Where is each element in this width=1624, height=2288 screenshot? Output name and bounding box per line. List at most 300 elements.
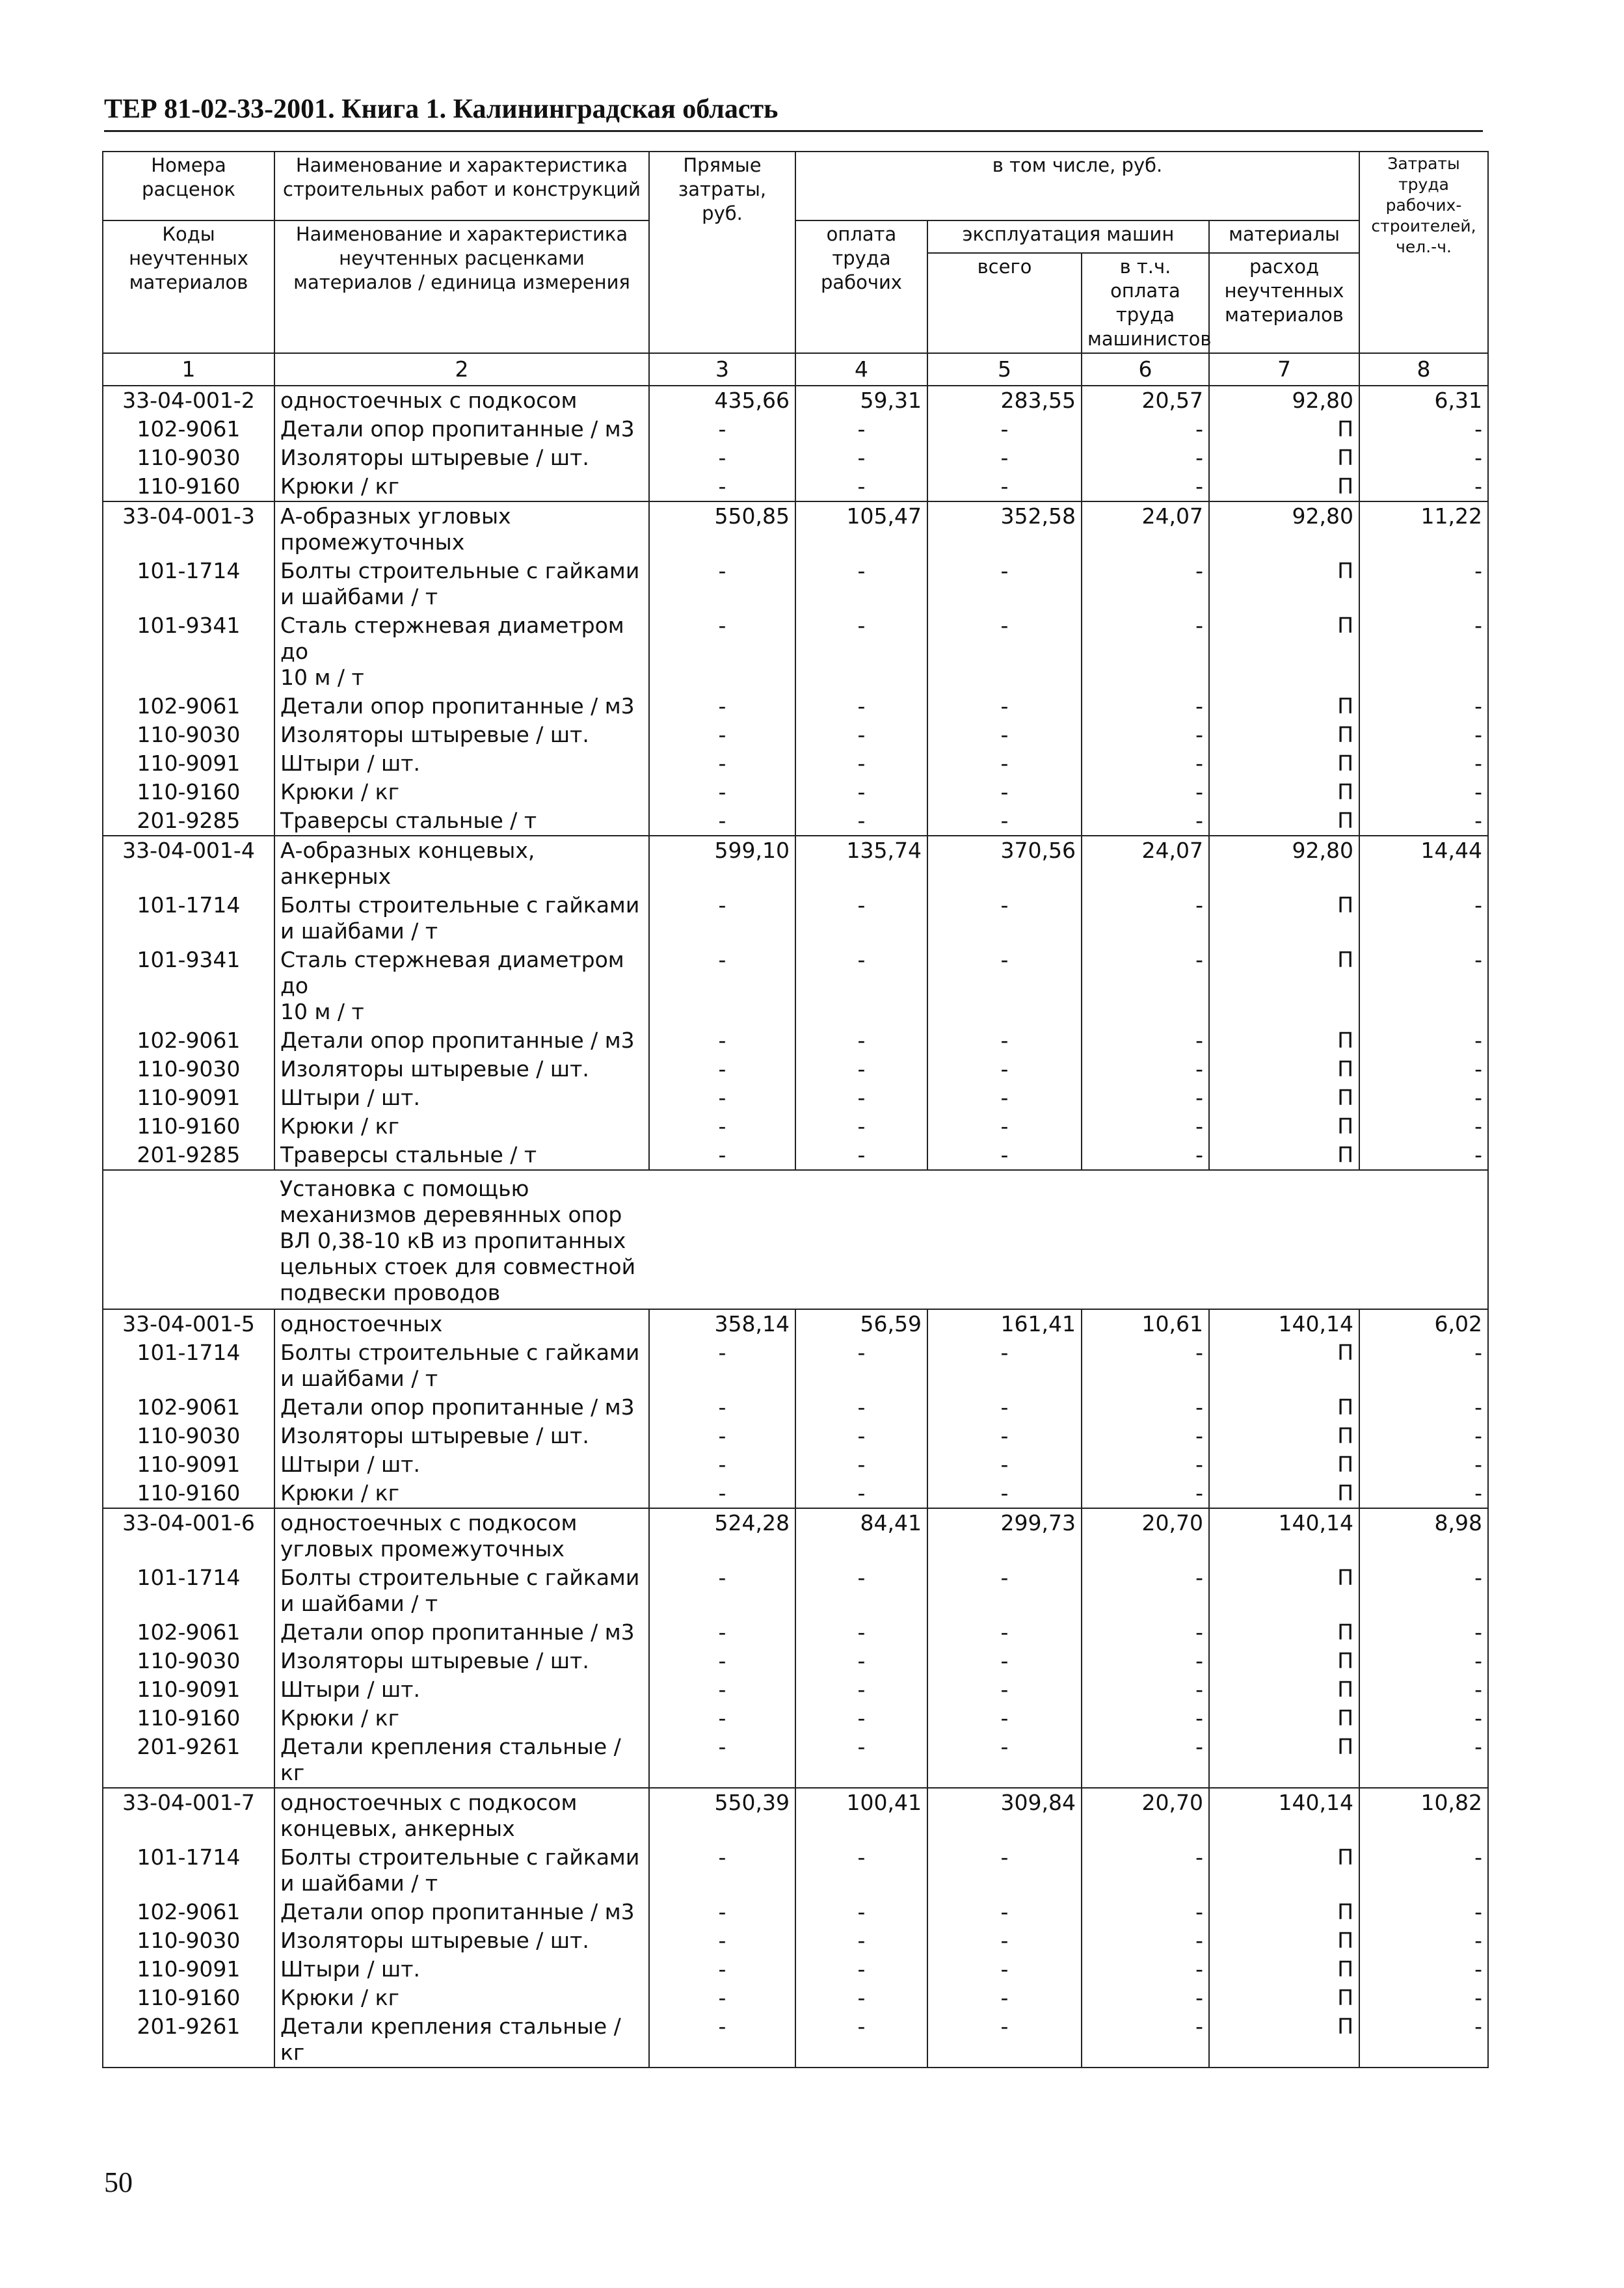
material-code: 110-9091 xyxy=(103,749,274,778)
material-name xyxy=(274,1898,649,1926)
machinists-pay: 10,61 xyxy=(1082,1309,1209,1338)
material-row xyxy=(103,611,1488,692)
labor-pay: 105,47 xyxy=(795,501,927,557)
materials-cost: 92,80 xyxy=(1209,501,1359,557)
labor-pay: - xyxy=(795,1618,927,1647)
machines-total: - xyxy=(927,1675,1082,1704)
name-line: Изоляторы штыревые / шт. xyxy=(280,1056,589,1082)
machinists-pay: - xyxy=(1082,1450,1209,1479)
section-row xyxy=(103,1170,1488,1309)
material-code: 110-9160 xyxy=(103,1112,274,1141)
machinists-pay: - xyxy=(1082,749,1209,778)
name-line: Крюки / кг xyxy=(280,1705,399,1731)
materials-unaccounted: П xyxy=(1209,1675,1359,1704)
material-name xyxy=(274,1450,649,1479)
material-row xyxy=(103,946,1488,1026)
labor-hours: - xyxy=(1359,611,1488,692)
material-code: 110-9091 xyxy=(103,1450,274,1479)
name-line: Траверсы стальные / т xyxy=(280,1142,537,1167)
labor-pay: - xyxy=(795,1084,927,1112)
direct-costs: - xyxy=(649,557,795,611)
machinists-pay: - xyxy=(1082,1338,1209,1393)
machines-total: - xyxy=(927,1926,1082,1955)
material-code: 101-1714 xyxy=(103,1563,274,1618)
material-code: 110-9091 xyxy=(103,1084,274,1112)
material-code: 101-9341 xyxy=(103,611,274,692)
machinists-pay: - xyxy=(1082,1141,1209,1170)
material-row xyxy=(103,1026,1488,1055)
name-line: промежуточных xyxy=(280,529,465,555)
direct-costs: - xyxy=(649,946,795,1026)
labor-pay: - xyxy=(795,1055,927,1084)
labor-hours: 8,98 xyxy=(1359,1508,1488,1563)
name-line: Болты строительные с гайками xyxy=(280,1844,640,1870)
labor-pay: - xyxy=(795,1733,927,1788)
name-line: концевых, анкерных xyxy=(280,1816,515,1841)
labor-hours: - xyxy=(1359,2012,1488,2068)
labor-hours: - xyxy=(1359,557,1488,611)
material-row xyxy=(103,1450,1488,1479)
direct-costs: - xyxy=(649,1393,795,1422)
material-row xyxy=(103,1898,1488,1926)
name-line: Детали опор пропитанные / м3 xyxy=(280,693,635,719)
material-name xyxy=(274,891,649,946)
labor-hours: - xyxy=(1359,1112,1488,1141)
material-code: 110-9030 xyxy=(103,444,274,472)
labor-pay: - xyxy=(795,1422,927,1450)
direct-costs: 599,10 xyxy=(649,836,795,891)
material-row xyxy=(103,2012,1488,2068)
name-line: одностоечных с подкосом xyxy=(280,388,578,413)
machines-total: 309,84 xyxy=(927,1788,1082,1843)
material-code: 101-1714 xyxy=(103,1843,274,1898)
labor-pay: - xyxy=(795,1926,927,1955)
name-line: Крюки / кг xyxy=(280,1480,399,1506)
material-code: 110-9160 xyxy=(103,1704,274,1733)
header-rate-numbers: Номера расценок xyxy=(103,152,274,220)
work-name xyxy=(274,501,649,557)
direct-costs: - xyxy=(649,1704,795,1733)
material-row xyxy=(103,1675,1488,1704)
name-line: подвески проводов xyxy=(280,1280,501,1305)
labor-hours: - xyxy=(1359,1422,1488,1450)
materials-unaccounted: П xyxy=(1209,415,1359,444)
name-line: Детали опор пропитанные / м3 xyxy=(280,416,635,442)
header-material-codes: Коды неучтенных материалов xyxy=(103,220,274,353)
material-name xyxy=(274,1955,649,1984)
header-labor-pay: оплата труда рабочих xyxy=(795,220,927,353)
labor-hours: 10,82 xyxy=(1359,1788,1488,1843)
materials-cost: 140,14 xyxy=(1209,1309,1359,1338)
materials-unaccounted: П xyxy=(1209,1955,1359,1984)
material-name xyxy=(274,1393,649,1422)
machinists-pay: - xyxy=(1082,1984,1209,2012)
materials-unaccounted: П xyxy=(1209,1141,1359,1170)
work-name xyxy=(274,1788,649,1843)
page-number: 50 xyxy=(104,2166,133,2198)
material-name xyxy=(274,1112,649,1141)
col-num-7: 7 xyxy=(1209,353,1359,386)
table-header xyxy=(103,152,1488,386)
materials-unaccounted: П xyxy=(1209,444,1359,472)
direct-costs: - xyxy=(649,1675,795,1704)
name-line: и шайбами / т xyxy=(280,1591,438,1616)
direct-costs: - xyxy=(649,2012,795,2068)
materials-unaccounted: П xyxy=(1209,778,1359,806)
machines-total: - xyxy=(927,1563,1082,1618)
header-machines: эксплуатация машин xyxy=(927,220,1209,253)
name-line: Крюки / кг xyxy=(280,779,399,805)
material-row xyxy=(103,1984,1488,2012)
labor-pay: - xyxy=(795,1675,927,1704)
labor-hours: - xyxy=(1359,1141,1488,1170)
labor-pay: - xyxy=(795,1026,927,1055)
materials-unaccounted: П xyxy=(1209,1898,1359,1926)
materials-unaccounted: П xyxy=(1209,1084,1359,1112)
labor-hours: - xyxy=(1359,1055,1488,1084)
labor-pay: - xyxy=(795,1450,927,1479)
machinists-pay: 20,70 xyxy=(1082,1788,1209,1843)
material-name xyxy=(274,749,649,778)
machines-total: - xyxy=(927,1338,1082,1393)
material-name xyxy=(274,1733,649,1788)
name-line: Штыри / шт. xyxy=(280,1956,420,1982)
name-line: Болты строительные с гайками xyxy=(280,1340,640,1365)
material-row xyxy=(103,721,1488,749)
machines-total: - xyxy=(927,444,1082,472)
machinists-pay: - xyxy=(1082,1955,1209,1984)
direct-costs: - xyxy=(649,1338,795,1393)
name-line: кг xyxy=(280,2040,305,2065)
name-line: и шайбами / т xyxy=(280,584,438,609)
direct-costs: - xyxy=(649,1112,795,1141)
direct-costs: 435,66 xyxy=(649,386,795,415)
material-name xyxy=(274,1984,649,2012)
material-row xyxy=(103,1141,1488,1170)
machines-total: - xyxy=(927,2012,1082,2068)
name-line: Детали опор пропитанные / м3 xyxy=(280,1394,635,1420)
labor-pay: - xyxy=(795,692,927,721)
labor-hours: - xyxy=(1359,806,1488,836)
material-code: 102-9061 xyxy=(103,1618,274,1647)
header-machinists-pay: в т.ч. оплата труда машинистов xyxy=(1082,253,1209,353)
labor-pay: - xyxy=(795,1898,927,1926)
name-line: Болты строительные с гайками xyxy=(280,558,640,583)
material-name xyxy=(274,1141,649,1170)
name-line: одностоечных с подкосом xyxy=(280,1510,578,1536)
name-line: Изоляторы штыревые / шт. xyxy=(280,445,589,470)
machines-total: - xyxy=(927,1055,1082,1084)
material-row xyxy=(103,1563,1488,1618)
machinists-pay: - xyxy=(1082,2012,1209,2068)
machines-total: - xyxy=(927,692,1082,721)
name-line: Сталь стержневая диаметром до xyxy=(280,947,624,998)
materials-unaccounted: П xyxy=(1209,692,1359,721)
name-line: Штыри / шт. xyxy=(280,1085,420,1110)
material-code: 102-9061 xyxy=(103,1898,274,1926)
material-name xyxy=(274,1675,649,1704)
labor-hours: - xyxy=(1359,415,1488,444)
name-line: кг xyxy=(280,1760,305,1785)
materials-unaccounted: П xyxy=(1209,1338,1359,1393)
material-name xyxy=(274,472,649,501)
header-direct-costs: Прямые затраты, руб. xyxy=(649,152,795,353)
materials-unaccounted: П xyxy=(1209,1926,1359,1955)
labor-hours: - xyxy=(1359,472,1488,501)
material-name xyxy=(274,692,649,721)
labor-hours: - xyxy=(1359,1704,1488,1733)
labor-pay: - xyxy=(795,1984,927,2012)
header-unaccounted-materials: расход неучтенных материалов xyxy=(1209,253,1359,353)
labor-hours: - xyxy=(1359,1955,1488,1984)
labor-hours: - xyxy=(1359,1563,1488,1618)
rate-row xyxy=(103,1508,1488,1563)
material-code: 102-9061 xyxy=(103,1393,274,1422)
materials-unaccounted: П xyxy=(1209,721,1359,749)
direct-costs: - xyxy=(649,1843,795,1898)
machines-total: - xyxy=(927,721,1082,749)
machines-total: 283,55 xyxy=(927,386,1082,415)
material-code: 110-9030 xyxy=(103,721,274,749)
labor-pay: - xyxy=(795,806,927,836)
col-num-1: 1 xyxy=(103,353,274,386)
labor-hours: - xyxy=(1359,1084,1488,1112)
labor-pay: - xyxy=(795,891,927,946)
rate-row xyxy=(103,1788,1488,1843)
material-name xyxy=(274,1704,649,1733)
labor-hours: - xyxy=(1359,1926,1488,1955)
name-line: Детали крепления стальные / xyxy=(280,1734,621,1759)
materials-unaccounted: П xyxy=(1209,557,1359,611)
labor-pay: - xyxy=(795,749,927,778)
name-line: Крюки / кг xyxy=(280,1113,399,1139)
material-row xyxy=(103,778,1488,806)
materials-unaccounted: П xyxy=(1209,1450,1359,1479)
direct-costs: - xyxy=(649,1450,795,1479)
rates-table xyxy=(102,151,1489,2068)
material-code: 110-9091 xyxy=(103,1955,274,1984)
machines-total: - xyxy=(927,1955,1082,1984)
material-name xyxy=(274,1926,649,1955)
direct-costs: - xyxy=(649,721,795,749)
machines-total: - xyxy=(927,749,1082,778)
materials-unaccounted: П xyxy=(1209,1479,1359,1508)
machines-total: - xyxy=(927,1141,1082,1170)
col-num-4: 4 xyxy=(795,353,927,386)
machines-total: - xyxy=(927,1984,1082,2012)
material-row xyxy=(103,749,1488,778)
rate-code: 33-04-001-3 xyxy=(103,501,274,557)
machines-total: 299,73 xyxy=(927,1508,1082,1563)
direct-costs: 524,28 xyxy=(649,1508,795,1563)
name-line: Штыри / шт. xyxy=(280,1452,420,1477)
machinists-pay: - xyxy=(1082,1422,1209,1450)
name-line: 10 м / т xyxy=(280,665,364,690)
materials-unaccounted: П xyxy=(1209,1984,1359,2012)
labor-hours: - xyxy=(1359,1450,1488,1479)
labor-pay: 59,31 xyxy=(795,386,927,415)
machines-total: - xyxy=(927,1084,1082,1112)
rate-code: 33-04-001-7 xyxy=(103,1788,274,1843)
machinists-pay: - xyxy=(1082,415,1209,444)
machines-total: - xyxy=(927,946,1082,1026)
name-line: и шайбами / т xyxy=(280,1366,438,1391)
material-name xyxy=(274,1563,649,1618)
materials-cost: 92,80 xyxy=(1209,386,1359,415)
material-code: 110-9160 xyxy=(103,472,274,501)
name-line: Крюки / кг xyxy=(280,1985,399,2010)
direct-costs: - xyxy=(649,611,795,692)
material-name xyxy=(274,1479,649,1508)
labor-pay: - xyxy=(795,1647,927,1675)
labor-hours: - xyxy=(1359,444,1488,472)
machines-total: - xyxy=(927,778,1082,806)
name-line: Детали опор пропитанные / м3 xyxy=(280,1899,635,1924)
material-code: 101-1714 xyxy=(103,1338,274,1393)
machines-total: - xyxy=(927,891,1082,946)
material-row xyxy=(103,1926,1488,1955)
material-name xyxy=(274,1843,649,1898)
machines-total: - xyxy=(927,611,1082,692)
name-line: Сталь стержневая диаметром до xyxy=(280,613,624,664)
labor-hours: - xyxy=(1359,1898,1488,1926)
name-line: Болты строительные с гайками xyxy=(280,1565,640,1590)
machines-total: - xyxy=(927,557,1082,611)
rate-code: 33-04-001-6 xyxy=(103,1508,274,1563)
labor-pay: - xyxy=(795,444,927,472)
materials-unaccounted: П xyxy=(1209,891,1359,946)
material-name xyxy=(274,611,649,692)
machines-total: - xyxy=(927,1843,1082,1898)
work-name xyxy=(274,1508,649,1563)
material-row xyxy=(103,891,1488,946)
rate-code: 33-04-001-5 xyxy=(103,1309,274,1338)
machines-total: - xyxy=(927,1647,1082,1675)
machines-total: - xyxy=(927,1898,1082,1926)
col-num-5: 5 xyxy=(927,353,1082,386)
materials-unaccounted: П xyxy=(1209,1733,1359,1788)
name-line: Установка с помощью xyxy=(280,1176,529,1201)
material-row xyxy=(103,1084,1488,1112)
material-name xyxy=(274,778,649,806)
machines-total: - xyxy=(927,1026,1082,1055)
labor-hours: - xyxy=(1359,1393,1488,1422)
col-num-3: 3 xyxy=(649,353,795,386)
material-name xyxy=(274,1647,649,1675)
machinists-pay: - xyxy=(1082,721,1209,749)
labor-hours: 6,31 xyxy=(1359,386,1488,415)
material-name xyxy=(274,946,649,1026)
materials-unaccounted: П xyxy=(1209,1843,1359,1898)
direct-costs: 550,39 xyxy=(649,1788,795,1843)
materials-unaccounted: П xyxy=(1209,1112,1359,1141)
materials-cost: 140,14 xyxy=(1209,1508,1359,1563)
labor-pay: - xyxy=(795,946,927,1026)
materials-unaccounted: П xyxy=(1209,1422,1359,1450)
direct-costs: - xyxy=(649,1479,795,1508)
labor-hours: - xyxy=(1359,1647,1488,1675)
material-row xyxy=(103,1955,1488,1984)
work-name xyxy=(274,836,649,891)
materials-unaccounted: П xyxy=(1209,1393,1359,1422)
material-name xyxy=(274,1422,649,1450)
header-machines-total: всего xyxy=(927,253,1082,353)
material-row xyxy=(103,692,1488,721)
name-line: Изоляторы штыревые / шт. xyxy=(280,1648,589,1673)
material-name xyxy=(274,1055,649,1084)
materials-unaccounted: П xyxy=(1209,472,1359,501)
header-including: в том числе, руб. xyxy=(795,152,1359,220)
direct-costs: - xyxy=(649,1898,795,1926)
name-line: Штыри / шт. xyxy=(280,751,420,776)
labor-pay: 84,41 xyxy=(795,1508,927,1563)
material-name xyxy=(274,415,649,444)
labor-hours: - xyxy=(1359,891,1488,946)
name-line: цельных стоек для совместной xyxy=(280,1254,636,1279)
col-num-2: 2 xyxy=(274,353,649,386)
labor-pay: - xyxy=(795,1843,927,1898)
labor-pay: 56,59 xyxy=(795,1309,927,1338)
machines-total: - xyxy=(927,472,1082,501)
name-line: анкерных xyxy=(280,864,392,889)
direct-costs: - xyxy=(649,806,795,836)
machinists-pay: - xyxy=(1082,1926,1209,1955)
material-code: 110-9160 xyxy=(103,778,274,806)
material-row xyxy=(103,1055,1488,1084)
labor-pay: - xyxy=(795,778,927,806)
machines-total: - xyxy=(927,1450,1082,1479)
machinists-pay: - xyxy=(1082,1675,1209,1704)
machinists-pay: - xyxy=(1082,1479,1209,1508)
machinists-pay: - xyxy=(1082,806,1209,836)
direct-costs: - xyxy=(649,692,795,721)
name-line: механизмов деревянных опор xyxy=(280,1202,622,1227)
page-header-title: ТЕР 81-02-33-2001. Книга 1. Калининградская область xyxy=(104,91,1483,132)
machinists-pay: - xyxy=(1082,611,1209,692)
direct-costs: - xyxy=(649,1084,795,1112)
material-name xyxy=(274,444,649,472)
direct-costs: - xyxy=(649,444,795,472)
labor-pay: - xyxy=(795,1479,927,1508)
material-code: 101-9341 xyxy=(103,946,274,1026)
labor-pay: 100,41 xyxy=(795,1788,927,1843)
direct-costs: 358,14 xyxy=(649,1309,795,1338)
machines-total: 370,56 xyxy=(927,836,1082,891)
labor-hours: - xyxy=(1359,1479,1488,1508)
material-code: 110-9091 xyxy=(103,1675,274,1704)
material-code: 110-9030 xyxy=(103,1422,274,1450)
name-line: одностоечных с подкосом xyxy=(280,1790,578,1815)
machines-total: - xyxy=(927,1422,1082,1450)
labor-pay: - xyxy=(795,415,927,444)
name-line: Траверсы стальные / т xyxy=(280,808,537,833)
header-material-names: Наименование и характеристика неучтенных расценками материалов / единица измерения xyxy=(274,220,649,353)
material-code: 102-9061 xyxy=(103,415,274,444)
col-num-6: 6 xyxy=(1082,353,1209,386)
col-num-8: 8 xyxy=(1359,353,1488,386)
materials-unaccounted: П xyxy=(1209,1704,1359,1733)
material-row xyxy=(103,1422,1488,1450)
direct-costs: - xyxy=(649,1026,795,1055)
machines-total: - xyxy=(927,1618,1082,1647)
direct-costs: - xyxy=(649,1563,795,1618)
rate-code: 33-04-001-4 xyxy=(103,836,274,891)
material-code: 110-9030 xyxy=(103,1647,274,1675)
work-name xyxy=(274,1309,649,1338)
material-code: 201-9261 xyxy=(103,1733,274,1788)
machines-total: 161,41 xyxy=(927,1309,1082,1338)
machinists-pay: - xyxy=(1082,1843,1209,1898)
